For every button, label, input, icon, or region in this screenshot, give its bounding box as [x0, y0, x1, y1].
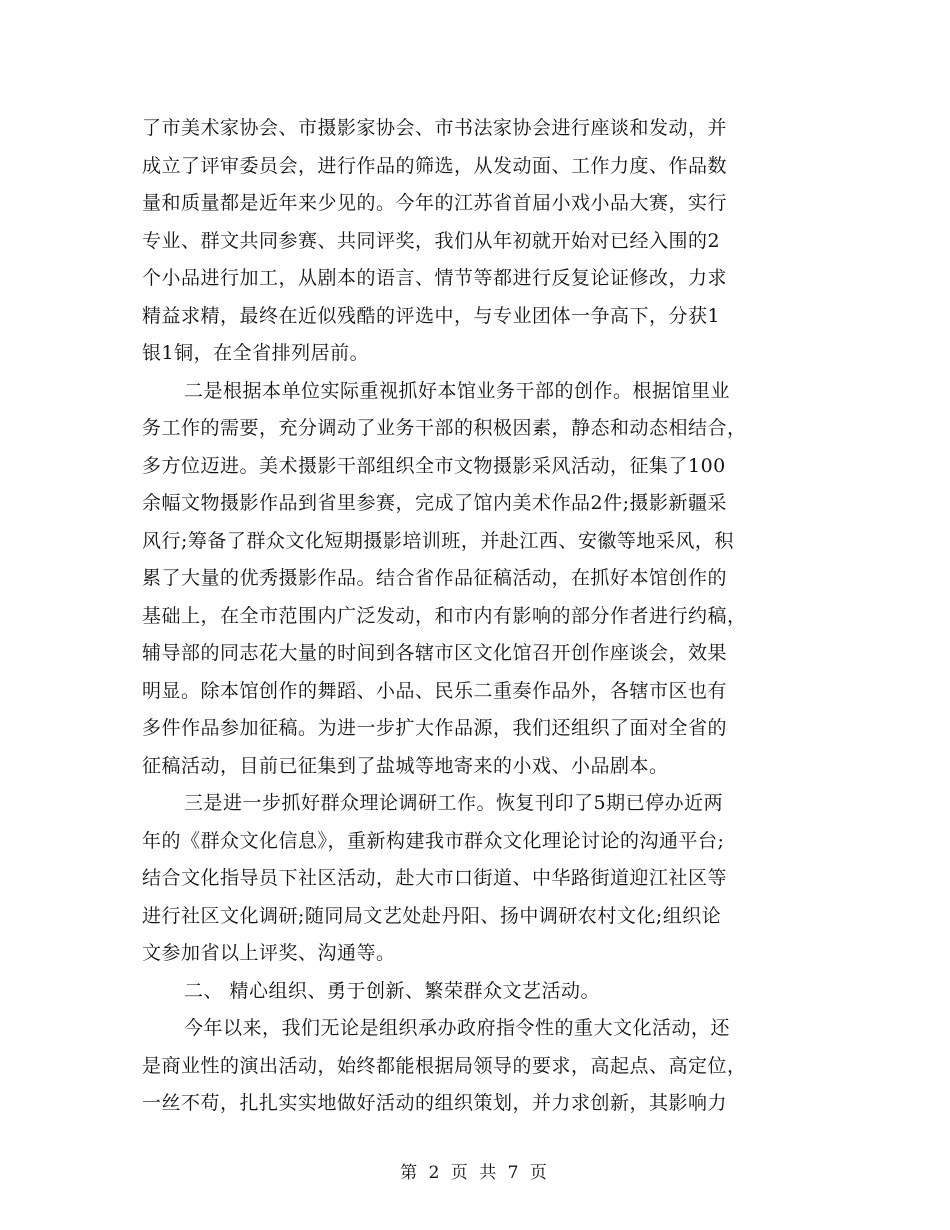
text-line: 成立了评审委员会，进行作品的筛选，从发动面、工作力度、作品数 [142, 154, 728, 177]
text-line: 务工作的需要，充分调动了业务干部的积极因素，静态和动态相结合， [142, 417, 747, 439]
paragraph-start-line: 今年以来，我们无论是组织承办政府指令性的重大文化活动，还 [184, 1017, 731, 1039]
text-line: 辅导部的同志花大量的时间到各辖市区文化馆召开创作座谈会，效果 [142, 642, 728, 664]
text-line: 累了大量的优秀摄影作品。结合省作品征稿活动，在抓好本馆创作的 [142, 567, 728, 589]
paragraph-start-line: 三是进一步抓好群众理论调研工作。恢复刊印了5期已停办近两 [184, 792, 724, 814]
text-line: 基础上，在全市范围内广泛发动，和市内有影响的部分作者进行约稿， [142, 604, 747, 627]
text-line: 个小品进行加工，从剧本的语言、情节等都进行反复论证修改，力求 [142, 267, 728, 289]
text-line: 精益求精，最终在近似残酷的评选中，与专业团体一争高下，分获1 [142, 304, 721, 327]
text-line: 一丝不苟，扎扎实实地做好活动的组织策划，并力求创新，其影响力 [142, 1092, 728, 1114]
text-line: 量和质量都是近年来少见的。今年的江苏省首届小戏小品大赛，实行 [142, 192, 728, 214]
paragraph-start-line: 二是根据本单位实际重视抓好本馆业务干部的创作。根据馆里业 [184, 379, 731, 402]
text-line: 结合文化指导员下社区活动，赴大市口街道、中华路街道迎江社区等 [142, 867, 728, 889]
text-line: 专业、群文共同参赛、共同评奖，我们从年初就开始对已经入围的2 [142, 229, 721, 252]
text-line: 余幅文物摄影作品到省里参赛，完成了馆内美术作品2件;摄影新疆采 [142, 492, 727, 514]
body-text [142, 110, 802, 1123]
text-line: 文参加省以上评奖、沟通等。 [142, 942, 396, 964]
text-line: 多件作品参加征稿。为进一步扩大作品源，我们还组织了面对全省的 [142, 717, 728, 739]
text-line: 征稿活动，目前已征集到了盐城等地寄来的小戏、小品剧本。 [142, 754, 669, 777]
page-number-footer: 第 2 页 共 7 页 [400, 1163, 550, 1183]
text-line: 银1铜，在全省排列居前。 [142, 342, 370, 364]
section-heading-line: 二、 精心组织、勇于创新、繁荣群众文艺活动。 [184, 979, 601, 1002]
text-line: 进行社区文化调研;随同局文艺处赴丹阳、扬中调研农村文化;组织论 [142, 904, 722, 927]
text-line: 多方位迈进。美术摄影干部组织全市文物摄影采风活动，征集了100 [142, 454, 726, 477]
text-line: 年的《群众文化信息》，重新构建我市群众文化理论讨论的沟通平台; [142, 829, 725, 852]
text-line: 了市美术家协会、市摄影家协会、市书法家协会进行座谈和发动，并 [142, 117, 728, 139]
text-line: 是商业性的演出活动，始终都能根据局领导的要求，高起点、高定位， [142, 1054, 747, 1077]
text-line: 明显。除本馆创作的舞蹈、小品、民乐二重奏作品外，各辖市区也有 [142, 679, 728, 702]
text-line: 风行;筹备了群众文化短期摄影培训班，并赴江西、安徽等地采风，积 [142, 529, 734, 552]
